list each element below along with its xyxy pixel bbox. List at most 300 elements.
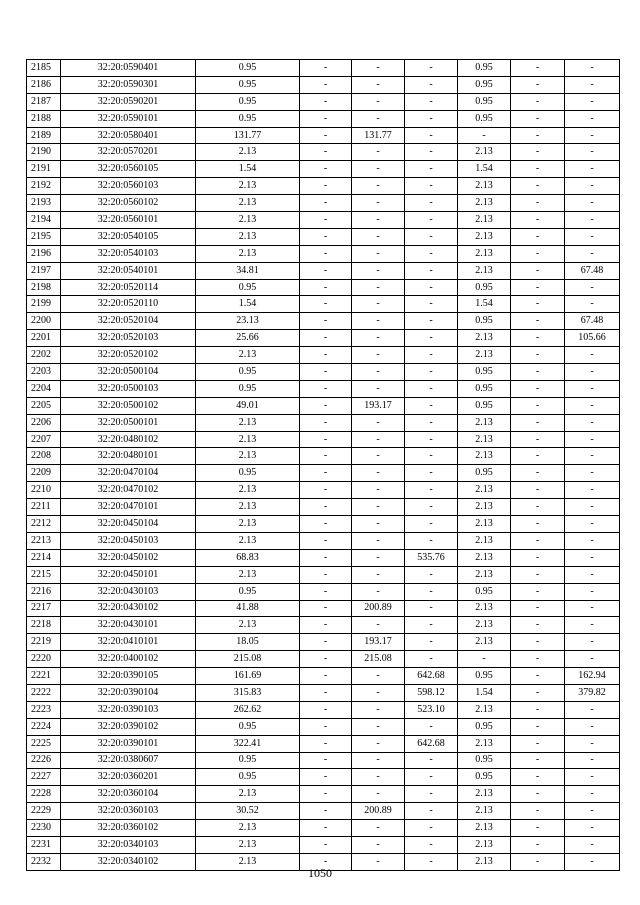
- cadastral-number-cell: 32:20:0390102: [61, 718, 196, 735]
- value-col-7-cell: 2.13: [458, 347, 511, 364]
- cadastral-number-cell: 32:20:0560102: [61, 195, 196, 212]
- value-col-6-cell: -: [405, 566, 458, 583]
- table-row: [27, 836, 620, 853]
- value-col-9-cell: -: [565, 718, 620, 735]
- table-row: [27, 516, 620, 533]
- value-col-9-cell: -: [565, 820, 620, 837]
- value-col-9-cell: 67.48: [565, 262, 620, 279]
- value-col-5-cell: -: [352, 701, 405, 718]
- value-col-6-cell: -: [405, 600, 458, 617]
- value-col-9-cell: -: [565, 144, 620, 161]
- value-col-5-cell: -: [352, 769, 405, 786]
- value-col-8-cell: -: [511, 516, 565, 533]
- cadastral-number-cell: 32:20:0340102: [61, 853, 196, 870]
- value-col-5-cell: -: [352, 347, 405, 364]
- value-col-6-cell: -: [405, 617, 458, 634]
- value-col-5-cell: -: [352, 195, 405, 212]
- value-col-7-cell: 2.13: [458, 617, 511, 634]
- value-col-6-cell: -: [405, 144, 458, 161]
- value-col-6-cell: -: [405, 347, 458, 364]
- value-col-8-cell: -: [511, 668, 565, 685]
- value-total-cell: 2.13: [196, 516, 300, 533]
- value-col-9-cell: 162.94: [565, 668, 620, 685]
- table-row: [27, 532, 620, 549]
- value-total-cell: 2.13: [196, 228, 300, 245]
- cadastral-number-cell: 32:20:0390103: [61, 701, 196, 718]
- value-col-8-cell: -: [511, 347, 565, 364]
- value-col-8-cell: -: [511, 482, 565, 499]
- table-body: [27, 60, 620, 871]
- value-col-8-cell: -: [511, 296, 565, 313]
- value-total-cell: 41.88: [196, 600, 300, 617]
- row-number-cell: 2204: [27, 380, 61, 397]
- value-col-8-cell: -: [511, 836, 565, 853]
- value-col-9-cell: -: [565, 195, 620, 212]
- row-number-cell: 2223: [27, 701, 61, 718]
- table-row: [27, 347, 620, 364]
- value-col-8-cell: -: [511, 380, 565, 397]
- value-col-5-cell: 193.17: [352, 397, 405, 414]
- value-col-7-cell: 1.54: [458, 684, 511, 701]
- value-col-7-cell: 2.13: [458, 448, 511, 465]
- row-number-cell: 2205: [27, 397, 61, 414]
- value-col-6-cell: -: [405, 178, 458, 195]
- value-col-4-cell: -: [300, 431, 352, 448]
- value-col-7-cell: 0.95: [458, 465, 511, 482]
- value-total-cell: 1.54: [196, 296, 300, 313]
- row-number-cell: 2202: [27, 347, 61, 364]
- table-row: [27, 448, 620, 465]
- table-row: [27, 60, 620, 77]
- value-total-cell: 131.77: [196, 127, 300, 144]
- row-number-cell: 2200: [27, 313, 61, 330]
- value-col-4-cell: -: [300, 60, 352, 77]
- table-row: [27, 178, 620, 195]
- value-col-6-cell: -: [405, 752, 458, 769]
- value-col-8-cell: -: [511, 769, 565, 786]
- cadastral-number-cell: 32:20:0580401: [61, 127, 196, 144]
- value-col-9-cell: -: [565, 431, 620, 448]
- value-col-9-cell: -: [565, 397, 620, 414]
- value-col-6-cell: -: [405, 330, 458, 347]
- row-number-cell: 2228: [27, 786, 61, 803]
- value-col-4-cell: -: [300, 212, 352, 229]
- value-total-cell: 2.13: [196, 566, 300, 583]
- value-total-cell: 2.13: [196, 820, 300, 837]
- value-col-6-cell: -: [405, 60, 458, 77]
- value-col-5-cell: -: [352, 313, 405, 330]
- cadastral-number-cell: 32:20:0520103: [61, 330, 196, 347]
- value-col-7-cell: 2.13: [458, 735, 511, 752]
- value-total-cell: 30.52: [196, 803, 300, 820]
- value-col-8-cell: -: [511, 617, 565, 634]
- value-col-5-cell: -: [352, 262, 405, 279]
- table-row: [27, 634, 620, 651]
- row-number-cell: 2224: [27, 718, 61, 735]
- row-number-cell: 2201: [27, 330, 61, 347]
- table-row: [27, 127, 620, 144]
- value-col-7-cell: 2.13: [458, 532, 511, 549]
- value-col-9-cell: -: [565, 364, 620, 381]
- table-row: [27, 93, 620, 110]
- value-col-9-cell: -: [565, 634, 620, 651]
- cadastral-number-cell: 32:20:0590201: [61, 93, 196, 110]
- value-total-cell: 2.13: [196, 482, 300, 499]
- value-col-9-cell: -: [565, 448, 620, 465]
- value-col-6-cell: -: [405, 786, 458, 803]
- value-col-6-cell: -: [405, 718, 458, 735]
- value-col-6-cell: 535.76: [405, 549, 458, 566]
- value-total-cell: 2.13: [196, 178, 300, 195]
- cadastral-number-cell: 32:20:0590101: [61, 110, 196, 127]
- value-total-cell: 25.66: [196, 330, 300, 347]
- value-col-6-cell: -: [405, 110, 458, 127]
- value-col-5-cell: -: [352, 228, 405, 245]
- table-row: [27, 566, 620, 583]
- value-col-8-cell: -: [511, 752, 565, 769]
- value-col-8-cell: -: [511, 583, 565, 600]
- value-col-4-cell: -: [300, 279, 352, 296]
- cadastral-number-cell: 32:20:0500104: [61, 364, 196, 381]
- page-number: 1050: [308, 866, 332, 880]
- value-col-5-cell: -: [352, 431, 405, 448]
- value-col-4-cell: -: [300, 820, 352, 837]
- row-number-cell: 2208: [27, 448, 61, 465]
- value-col-7-cell: 2.13: [458, 701, 511, 718]
- value-col-5-cell: -: [352, 752, 405, 769]
- value-col-8-cell: -: [511, 499, 565, 516]
- value-col-9-cell: -: [565, 245, 620, 262]
- row-number-cell: 2198: [27, 279, 61, 296]
- value-col-4-cell: -: [300, 347, 352, 364]
- cadastral-number-cell: 32:20:0450101: [61, 566, 196, 583]
- value-col-6-cell: -: [405, 836, 458, 853]
- value-col-4-cell: -: [300, 93, 352, 110]
- value-total-cell: 2.13: [196, 414, 300, 431]
- value-col-8-cell: -: [511, 127, 565, 144]
- value-col-6-cell: -: [405, 532, 458, 549]
- value-col-9-cell: -: [565, 583, 620, 600]
- value-col-7-cell: 2.13: [458, 178, 511, 195]
- value-col-8-cell: -: [511, 532, 565, 549]
- value-col-7-cell: 2.13: [458, 634, 511, 651]
- row-number-cell: 2229: [27, 803, 61, 820]
- value-col-4-cell: -: [300, 651, 352, 668]
- value-col-9-cell: -: [565, 76, 620, 93]
- row-number-cell: 2213: [27, 532, 61, 549]
- value-col-9-cell: -: [565, 127, 620, 144]
- value-col-7-cell: 2.13: [458, 262, 511, 279]
- cadastral-number-cell: 32:20:0560101: [61, 212, 196, 229]
- value-col-5-cell: -: [352, 684, 405, 701]
- cadastral-number-cell: 32:20:0470104: [61, 465, 196, 482]
- value-col-7-cell: 2.13: [458, 836, 511, 853]
- value-col-8-cell: -: [511, 566, 565, 583]
- table-row: [27, 296, 620, 313]
- value-col-6-cell: -: [405, 364, 458, 381]
- row-number-cell: 2210: [27, 482, 61, 499]
- table-row: [27, 380, 620, 397]
- table-row: [27, 803, 620, 820]
- value-total-cell: 0.95: [196, 718, 300, 735]
- value-col-8-cell: -: [511, 786, 565, 803]
- value-col-4-cell: -: [300, 110, 352, 127]
- value-total-cell: 0.95: [196, 76, 300, 93]
- value-col-5-cell: -: [352, 516, 405, 533]
- value-col-7-cell: 2.13: [458, 195, 511, 212]
- value-col-8-cell: -: [511, 803, 565, 820]
- table-row: [27, 431, 620, 448]
- value-col-4-cell: -: [300, 380, 352, 397]
- cadastral-number-cell: 32:20:0430101: [61, 617, 196, 634]
- table-row: [27, 313, 620, 330]
- value-col-9-cell: 105.66: [565, 330, 620, 347]
- cadastral-number-cell: 32:20:0520114: [61, 279, 196, 296]
- value-col-8-cell: -: [511, 448, 565, 465]
- value-col-9-cell: -: [565, 532, 620, 549]
- value-col-6-cell: -: [405, 583, 458, 600]
- value-col-9-cell: -: [565, 482, 620, 499]
- table-row: [27, 195, 620, 212]
- value-col-5-cell: 131.77: [352, 127, 405, 144]
- value-col-7-cell: 2.13: [458, 600, 511, 617]
- value-col-4-cell: -: [300, 532, 352, 549]
- value-total-cell: 161.69: [196, 668, 300, 685]
- value-col-5-cell: -: [352, 549, 405, 566]
- cadastral-number-cell: 32:20:0540103: [61, 245, 196, 262]
- value-col-8-cell: -: [511, 600, 565, 617]
- value-col-4-cell: -: [300, 516, 352, 533]
- value-col-4-cell: -: [300, 803, 352, 820]
- row-number-cell: 2188: [27, 110, 61, 127]
- value-col-6-cell: -: [405, 380, 458, 397]
- table-row: [27, 161, 620, 178]
- value-col-6-cell: -: [405, 414, 458, 431]
- value-total-cell: 2.13: [196, 617, 300, 634]
- cadastral-number-cell: 32:20:0360104: [61, 786, 196, 803]
- value-col-7-cell: 2.13: [458, 414, 511, 431]
- cadastral-number-cell: 32:20:0560105: [61, 161, 196, 178]
- value-total-cell: 0.95: [196, 279, 300, 296]
- value-col-4-cell: -: [300, 836, 352, 853]
- cadastral-number-cell: 32:20:0590301: [61, 76, 196, 93]
- cadastral-number-cell: 32:20:0380607: [61, 752, 196, 769]
- value-col-4-cell: -: [300, 549, 352, 566]
- value-total-cell: 34.81: [196, 262, 300, 279]
- value-col-5-cell: -: [352, 853, 405, 870]
- value-total-cell: 2.13: [196, 347, 300, 364]
- value-col-8-cell: -: [511, 853, 565, 870]
- table-row: [27, 212, 620, 229]
- value-total-cell: 315.83: [196, 684, 300, 701]
- value-col-6-cell: -: [405, 465, 458, 482]
- value-col-6-cell: -: [405, 313, 458, 330]
- value-total-cell: 0.95: [196, 110, 300, 127]
- cadastral-number-cell: 32:20:0450103: [61, 532, 196, 549]
- value-total-cell: 0.95: [196, 60, 300, 77]
- table-row: [27, 617, 620, 634]
- value-col-8-cell: -: [511, 245, 565, 262]
- row-number-cell: 2193: [27, 195, 61, 212]
- value-col-4-cell: -: [300, 178, 352, 195]
- table-row: [27, 144, 620, 161]
- value-col-6-cell: -: [405, 853, 458, 870]
- value-col-5-cell: -: [352, 93, 405, 110]
- cadastral-number-cell: 32:20:0390101: [61, 735, 196, 752]
- row-number-cell: 2206: [27, 414, 61, 431]
- cadastral-number-cell: 32:20:0410101: [61, 634, 196, 651]
- table-row: [27, 262, 620, 279]
- value-col-5-cell: -: [352, 786, 405, 803]
- value-col-4-cell: -: [300, 313, 352, 330]
- value-col-4-cell: -: [300, 769, 352, 786]
- cadastral-number-cell: 32:20:0500101: [61, 414, 196, 431]
- row-number-cell: 2225: [27, 735, 61, 752]
- value-col-6-cell: 642.68: [405, 735, 458, 752]
- value-col-5-cell: -: [352, 482, 405, 499]
- value-col-8-cell: -: [511, 212, 565, 229]
- value-col-4-cell: -: [300, 634, 352, 651]
- value-col-8-cell: -: [511, 279, 565, 296]
- row-number-cell: 2221: [27, 668, 61, 685]
- value-col-5-cell: -: [352, 499, 405, 516]
- value-col-7-cell: 2.13: [458, 820, 511, 837]
- row-number-cell: 2226: [27, 752, 61, 769]
- value-col-5-cell: -: [352, 76, 405, 93]
- row-number-cell: 2230: [27, 820, 61, 837]
- value-total-cell: 49.01: [196, 397, 300, 414]
- value-total-cell: 0.95: [196, 752, 300, 769]
- cadastral-number-cell: 32:20:0520102: [61, 347, 196, 364]
- value-col-5-cell: -: [352, 820, 405, 837]
- row-number-cell: 2196: [27, 245, 61, 262]
- table-row: [27, 820, 620, 837]
- value-total-cell: 215.08: [196, 651, 300, 668]
- value-col-9-cell: -: [565, 735, 620, 752]
- value-col-4-cell: -: [300, 566, 352, 583]
- value-col-9-cell: 67.48: [565, 313, 620, 330]
- table-row: [27, 364, 620, 381]
- value-col-9-cell: -: [565, 853, 620, 870]
- cadastral-number-cell: 32:20:0500103: [61, 380, 196, 397]
- value-total-cell: 23.13: [196, 313, 300, 330]
- value-col-9-cell: -: [565, 836, 620, 853]
- value-col-5-cell: -: [352, 330, 405, 347]
- value-total-cell: 2.13: [196, 786, 300, 803]
- value-col-9-cell: -: [565, 786, 620, 803]
- value-total-cell: 2.13: [196, 853, 300, 870]
- cadastral-number-cell: 32:20:0390104: [61, 684, 196, 701]
- cadastral-number-cell: 32:20:0590401: [61, 60, 196, 77]
- value-col-9-cell: -: [565, 600, 620, 617]
- value-col-5-cell: -: [352, 279, 405, 296]
- value-col-9-cell: -: [565, 228, 620, 245]
- value-col-7-cell: 0.95: [458, 110, 511, 127]
- value-col-7-cell: 2.13: [458, 853, 511, 870]
- value-col-6-cell: -: [405, 499, 458, 516]
- cadastral-number-cell: 32:20:0390105: [61, 668, 196, 685]
- value-col-6-cell: 598.12: [405, 684, 458, 701]
- table-row: [27, 279, 620, 296]
- row-number-cell: 2209: [27, 465, 61, 482]
- row-number-cell: 2186: [27, 76, 61, 93]
- value-col-7-cell: 1.54: [458, 161, 511, 178]
- value-col-9-cell: -: [565, 212, 620, 229]
- value-total-cell: 0.95: [196, 465, 300, 482]
- value-col-8-cell: -: [511, 364, 565, 381]
- value-col-7-cell: 0.95: [458, 380, 511, 397]
- value-col-7-cell: 2.13: [458, 245, 511, 262]
- value-col-8-cell: -: [511, 735, 565, 752]
- row-number-cell: 2197: [27, 262, 61, 279]
- value-col-7-cell: -: [458, 651, 511, 668]
- value-col-5-cell: -: [352, 212, 405, 229]
- value-total-cell: 262.62: [196, 701, 300, 718]
- value-col-8-cell: -: [511, 313, 565, 330]
- value-total-cell: 0.95: [196, 93, 300, 110]
- value-col-7-cell: 2.13: [458, 566, 511, 583]
- value-col-7-cell: 0.95: [458, 583, 511, 600]
- value-col-5-cell: -: [352, 465, 405, 482]
- value-col-4-cell: -: [300, 617, 352, 634]
- value-total-cell: 2.13: [196, 245, 300, 262]
- value-col-7-cell: 2.13: [458, 803, 511, 820]
- value-col-7-cell: 2.13: [458, 144, 511, 161]
- row-number-cell: 2211: [27, 499, 61, 516]
- value-col-6-cell: -: [405, 397, 458, 414]
- row-number-cell: 2207: [27, 431, 61, 448]
- cadastral-number-cell: 32:20:0360103: [61, 803, 196, 820]
- table-row: [27, 549, 620, 566]
- value-col-4-cell: -: [300, 583, 352, 600]
- value-col-8-cell: -: [511, 228, 565, 245]
- table-row: [27, 465, 620, 482]
- value-col-7-cell: 0.95: [458, 769, 511, 786]
- value-col-9-cell: -: [565, 93, 620, 110]
- value-col-7-cell: 0.95: [458, 60, 511, 77]
- value-col-8-cell: -: [511, 718, 565, 735]
- value-col-7-cell: 2.13: [458, 212, 511, 229]
- value-total-cell: 68.83: [196, 549, 300, 566]
- value-col-6-cell: -: [405, 127, 458, 144]
- row-number-cell: 2195: [27, 228, 61, 245]
- row-number-cell: 2185: [27, 60, 61, 77]
- value-col-5-cell: -: [352, 161, 405, 178]
- value-col-9-cell: 379.82: [565, 684, 620, 701]
- value-col-4-cell: -: [300, 786, 352, 803]
- value-col-6-cell: 642.68: [405, 668, 458, 685]
- value-col-8-cell: -: [511, 76, 565, 93]
- value-col-5-cell: -: [352, 566, 405, 583]
- value-col-5-cell: -: [352, 364, 405, 381]
- row-number-cell: 2199: [27, 296, 61, 313]
- value-col-4-cell: -: [300, 684, 352, 701]
- value-col-9-cell: -: [565, 161, 620, 178]
- value-col-9-cell: -: [565, 414, 620, 431]
- value-col-5-cell: -: [352, 60, 405, 77]
- value-col-5-cell: 200.89: [352, 803, 405, 820]
- value-col-6-cell: -: [405, 448, 458, 465]
- table-row: [27, 752, 620, 769]
- value-col-8-cell: -: [511, 651, 565, 668]
- value-col-5-cell: -: [352, 583, 405, 600]
- value-col-8-cell: -: [511, 701, 565, 718]
- cadastral-number-cell: 32:20:0480101: [61, 448, 196, 465]
- value-col-8-cell: -: [511, 330, 565, 347]
- table-row: [27, 110, 620, 127]
- table-row: [27, 245, 620, 262]
- row-number-cell: 2216: [27, 583, 61, 600]
